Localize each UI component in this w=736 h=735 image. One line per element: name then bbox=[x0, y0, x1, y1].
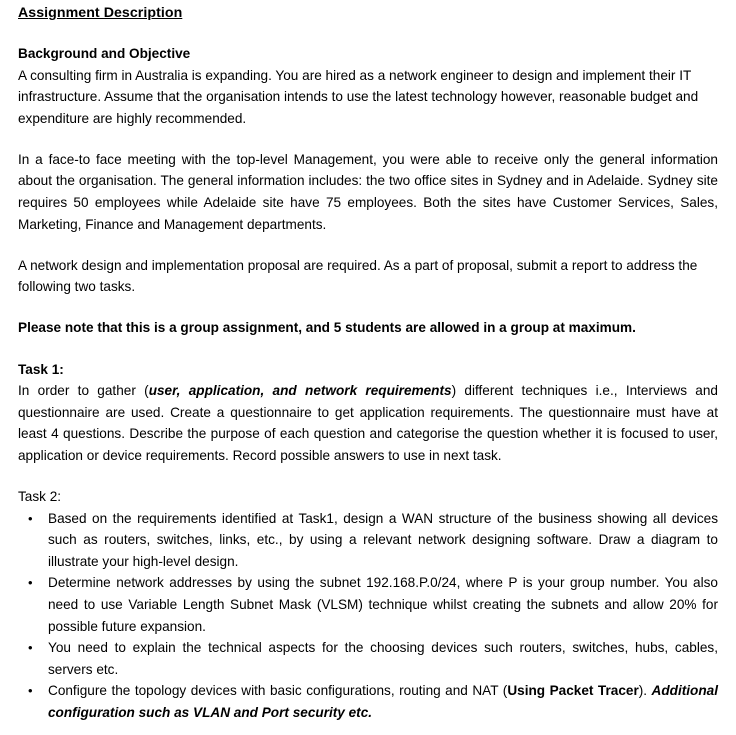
task2-bullet-list bbox=[18, 508, 718, 724]
task2-heading: Task 2: bbox=[18, 489, 62, 504]
task2-last-text-after: ). bbox=[638, 683, 648, 699]
task1-text-after: ) different techniques i.e., Interviews and questionnaire are used. Create a questionnaire to get application requirements. The questionnaire must have at least 4 questions. Describe the purpose of each question and categorise the question whether it is focused to user, application or device requirements. Record possible answers to use in next task. bbox=[18, 383, 718, 463]
task2-bullet-text: Based on the requirements identified at Task1, design a WAN structure of the business showing all devices such as routers, switches, links, etc., by using a relevant network designing software. Draw a diagram to illustrate your high-level design. bbox=[48, 510, 718, 569]
task2-bullet-item bbox=[28, 508, 718, 573]
background-heading: Background and Objective bbox=[18, 46, 191, 61]
task1-emphasis: user, application, and network requirements bbox=[148, 383, 452, 399]
task2-last-text-before: Configure the topology devices with basic configurations, routing and NAT ( bbox=[48, 683, 508, 699]
bullet-icon: • bbox=[28, 510, 33, 526]
task2-last-bold: Using Packet Tracer bbox=[507, 683, 639, 699]
task1-heading: Task 1: bbox=[18, 361, 64, 377]
task2-bullet-item bbox=[28, 572, 718, 637]
bullet-icon: • bbox=[28, 640, 33, 656]
background-paragraph-3: A network design and implementation proposal are required. As a part of proposal, submit a report to address the following two tasks. bbox=[18, 257, 698, 295]
task2-bullet-text: Determine network addresses by using the subnet 192.168.P.0/24, where P is your group number. You also need to use Variable Length Subnet Mask (VLSM) technique whilst creating the subnets and allow 20% for possible future expansion. bbox=[48, 575, 718, 634]
background-paragraph-2: In a face-to face meeting with the top-level Management, you were able to receive only the general information about the organisation. The general information includes: the two office sites in Sydney and in Adelaide. Sydney site requires 50 employees while Adelaide site have 75 employees. Both the sites have Customer Services, Sales, Marketing, Finance and Management departments. bbox=[18, 151, 718, 232]
task2-bullet-text: You need to explain the technical aspects for the choosing devices such routers, switches, hubs, cables, servers etc. bbox=[48, 640, 718, 677]
group-note: Please note that this is a group assignment, and 5 students are allowed in a group at maximum. bbox=[18, 320, 636, 336]
task2-bullet-item bbox=[28, 637, 718, 680]
task2-last-bold-italic: Additional configuration such as VLAN and Port security etc. bbox=[48, 683, 718, 720]
bullet-icon: • bbox=[28, 683, 33, 699]
bullet-icon: • bbox=[28, 575, 33, 591]
background-paragraph-1: A consulting firm in Australia is expanding. You are hired as a network engineer to design and implement their IT infrastructure. Assume that the organisation intends to use the latest technology however, reasonable budget and expenditure are highly recommended. bbox=[18, 67, 699, 126]
task1-paragraph bbox=[18, 380, 718, 466]
task1-text-before: In order to gather ( bbox=[18, 383, 149, 399]
task2-bullet-item bbox=[28, 680, 718, 723]
page-title: Assignment Description bbox=[18, 5, 183, 21]
